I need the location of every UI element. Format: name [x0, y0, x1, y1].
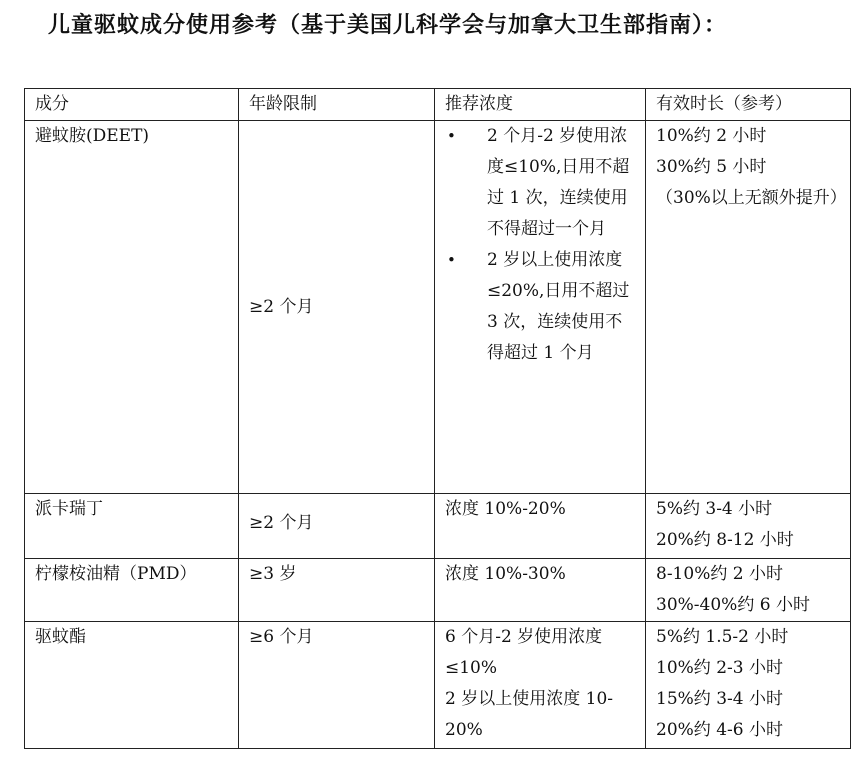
header-duration: 有效时长（参考） [646, 89, 851, 121]
duration-line: 30%约 5 小时 [656, 157, 767, 177]
cell-concentration [435, 121, 646, 494]
cell-age: ≥3 岁 [239, 559, 435, 622]
cell-ingredient: 派卡瑞丁 [25, 494, 239, 559]
duration-line: 5%约 3-4 小时 [656, 499, 773, 519]
table-row [25, 559, 851, 622]
duration-line: 10%约 2 小时 [656, 126, 767, 146]
table-row [25, 494, 851, 559]
cell-concentration: 浓度 10%-20% [435, 494, 646, 559]
cell-duration [646, 121, 851, 494]
header-concentration: 推荐浓度 [435, 89, 646, 121]
duration-note: （30%以上无额外提升） [656, 188, 847, 208]
duration-line: 8-10%约 2 小时 [656, 564, 783, 584]
duration-line: 20%约 4-6 小时 [656, 720, 783, 740]
duration-line: 10%约 2-3 小时 [656, 658, 783, 678]
cell-concentration [435, 622, 646, 749]
header-age-limit: 年龄限制 [239, 89, 435, 121]
concentration-line: 6 个月-2 岁使用浓度≤10% [445, 627, 603, 678]
repellent-table [24, 88, 851, 749]
concentration-bullet-item: • 2 个月-2 岁使用浓度≤10%,日用不超过 1 次，连续使用不得超过一个月 [445, 121, 637, 245]
duration-line: 15%约 3-4 小时 [656, 689, 783, 709]
duration-line: 20%约 8-12 小时 [656, 530, 794, 550]
cell-age: ≥6 个月 [239, 622, 435, 749]
age-value: ≥2 个月 [249, 513, 314, 533]
header-ingredient: 成分 [25, 89, 239, 121]
table-row [25, 121, 851, 494]
duration-line: 5%约 1.5-2 小时 [656, 627, 789, 647]
cell-duration [646, 494, 851, 559]
cell-duration [646, 622, 851, 749]
document-title: 儿童驱蚊成分使用参考（基于美国儿科学会与加拿大卫生部指南）： [48, 12, 728, 38]
duration-line: 30%-40%约 6 小时 [656, 595, 810, 615]
concentration-bullet-item: • 2 岁以上使用浓度≤20%,日用不超过 3 次，连续使用不得超过 1 个月 [445, 245, 637, 369]
cell-ingredient: 柠檬桉油精（PMD） [25, 559, 239, 622]
cell-ingredient: 避蚊胺(DEET) [25, 121, 239, 494]
cell-concentration: 浓度 10%-30% [435, 559, 646, 622]
cell-age: ≥2 个月 [239, 121, 435, 494]
cell-ingredient: 驱蚊酯 [25, 622, 239, 749]
cell-duration [646, 559, 851, 622]
table-row [25, 622, 851, 749]
cell-age [239, 494, 435, 559]
concentration-line: 2 岁以上使用浓度 10-20% [445, 689, 613, 740]
table-header-row [25, 89, 851, 121]
